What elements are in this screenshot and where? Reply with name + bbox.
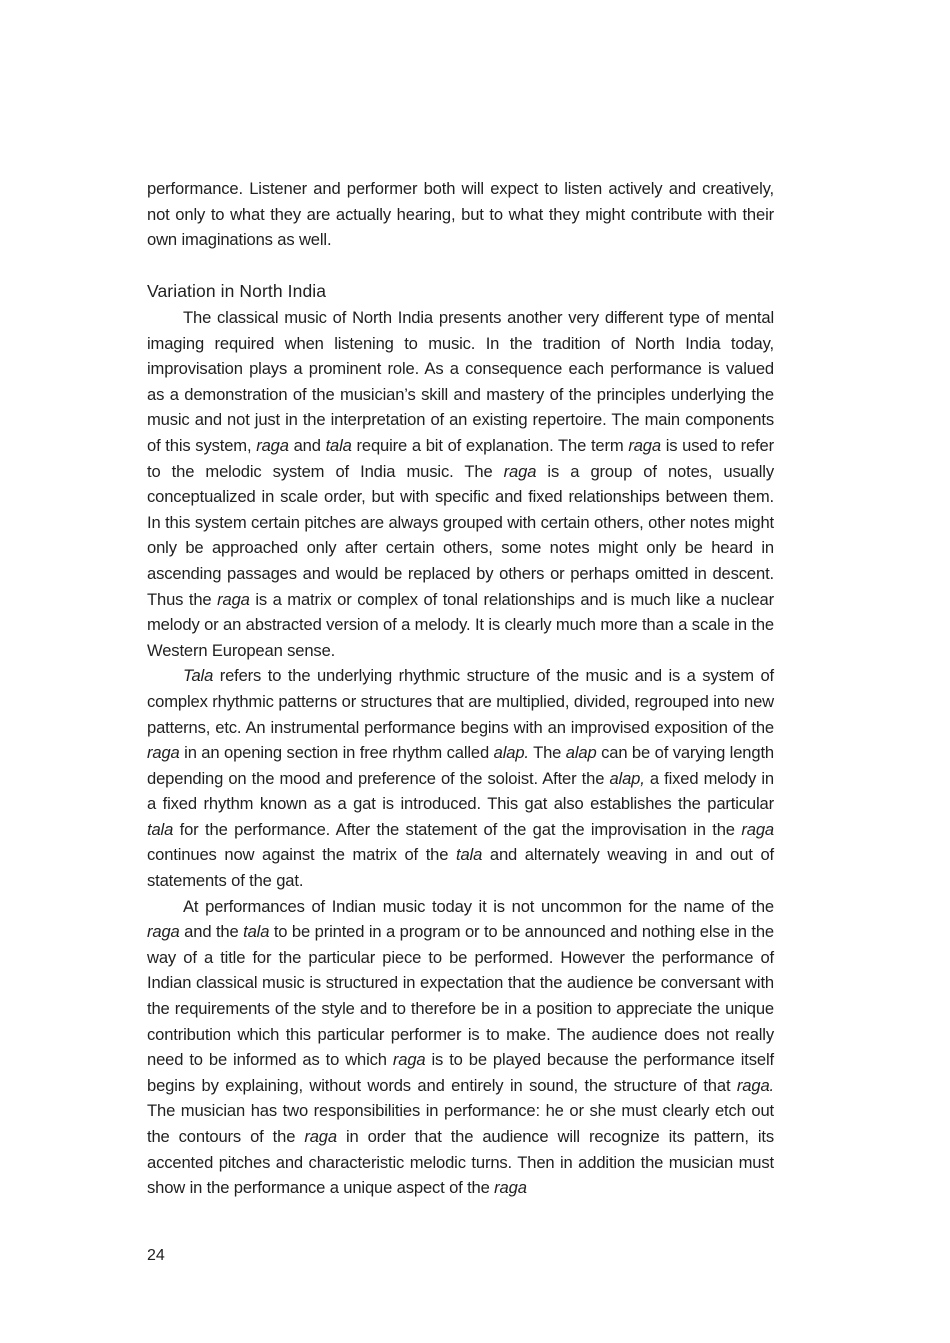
italic-term: raga — [256, 435, 289, 455]
italic-term: alap, — [609, 768, 645, 788]
italic-term: tala — [147, 819, 174, 839]
italic-term: raga. — [736, 1075, 774, 1095]
italic-term: tala — [456, 845, 483, 865]
italic-term: Tala — [183, 666, 214, 686]
italic-term: raga — [217, 589, 250, 609]
page-number: 24 — [147, 1247, 165, 1264]
italic-term: raga — [304, 1127, 337, 1146]
italic-term: raga — [628, 435, 661, 455]
paragraph-3: At performances of Indian music today it is not uncommon for the name of the raga and the tala to be printed in a program or to be announced and nothing else in the way of a title for the particular piece to be performed. However the performance of Indian classical music is structured in expectation that the audience be conversant with the requirements of the style and to therefore be in a position to appreciate the unique contribution which this particular performer is to make. The audience does not really need to be informed as to which raga is to be played because the performance itself begins by explaining, without words and entirely in sound, the structure of that raga. The musician has two responsibilities in performance: he or she must clearly etch out the contours of the raga in order that the audience will recognize its pattern, its accented pitches and characteristic melodic turns. Then in addition the musician must show in the performance a unique aspect of the raga — [147, 896, 774, 1198]
section-heading: Variation in North India — [147, 281, 327, 301]
paragraph-1: The classical music of North India presents another very different type of mental imaging required when listening to music. In the tradition of North India today, improvisation plays a prominent role. As a consequence each performance is valued as a demonstration of the musician’s skill and mastery of the principles underlying the music and not just in the interpretation of an existing repertoire. The main components of this system, raga and tala require a bit of explanation. The term raga is used to refer to the melodic system of India music. The raga is a group of notes, usually conceptualized in scale order, but with specific and fixed relationships between them. In this system certain pitches are always grouped with certain others, other notes might only be approached only after certain others, some notes might only be heard in ascending passages and would be replaced by others or perhaps omitted in descent. Thus the raga is a matrix or complex of tonal relationships and is much like a nuclear melody or an abstracted version of a melody. It is clearly much more than a scale in the Western European sense. — [147, 308, 774, 660]
section-body — [147, 305, 774, 1201]
italic-term: raga — [392, 1050, 426, 1070]
intro-paragraph: performance. Listener and performer both will expect to listen actively and creatively, not only to what they are actually hearing, but to what they might contribute with their own imaginations as well. — [147, 179, 774, 250]
italic-term: alap — [565, 743, 597, 763]
intro-text — [147, 176, 774, 253]
italic-term: tala — [243, 922, 270, 942]
italic-term: tala — [325, 435, 352, 455]
italic-term: raga — [741, 819, 774, 839]
italic-term: alap. — [493, 743, 529, 763]
italic-term: raga — [494, 1178, 527, 1198]
paragraph-2: Tala refers to the underlying rhythmic structure of the music and is a system of complex rhythmic patterns or structures that are multiplied, divided, regrouped into new patterns, etc. An instrumental performance begins with an improvised exposition of the raga in an opening section in free rhythm called alap. The alap can be of varying length depending on the mood and preference of the soloist. After the alap, a fixed melody in a fixed rhythm known as a gat is introduced. This gat also establishes the particular tala for the performance. After the statement of the gat the improvisation in the raga continues now against the matrix of the tala and alternately weaving in and out of statements of the gat. — [147, 666, 774, 891]
italic-term: raga — [147, 922, 180, 942]
italic-term: raga — [147, 743, 180, 763]
italic-term: raga — [503, 461, 537, 481]
